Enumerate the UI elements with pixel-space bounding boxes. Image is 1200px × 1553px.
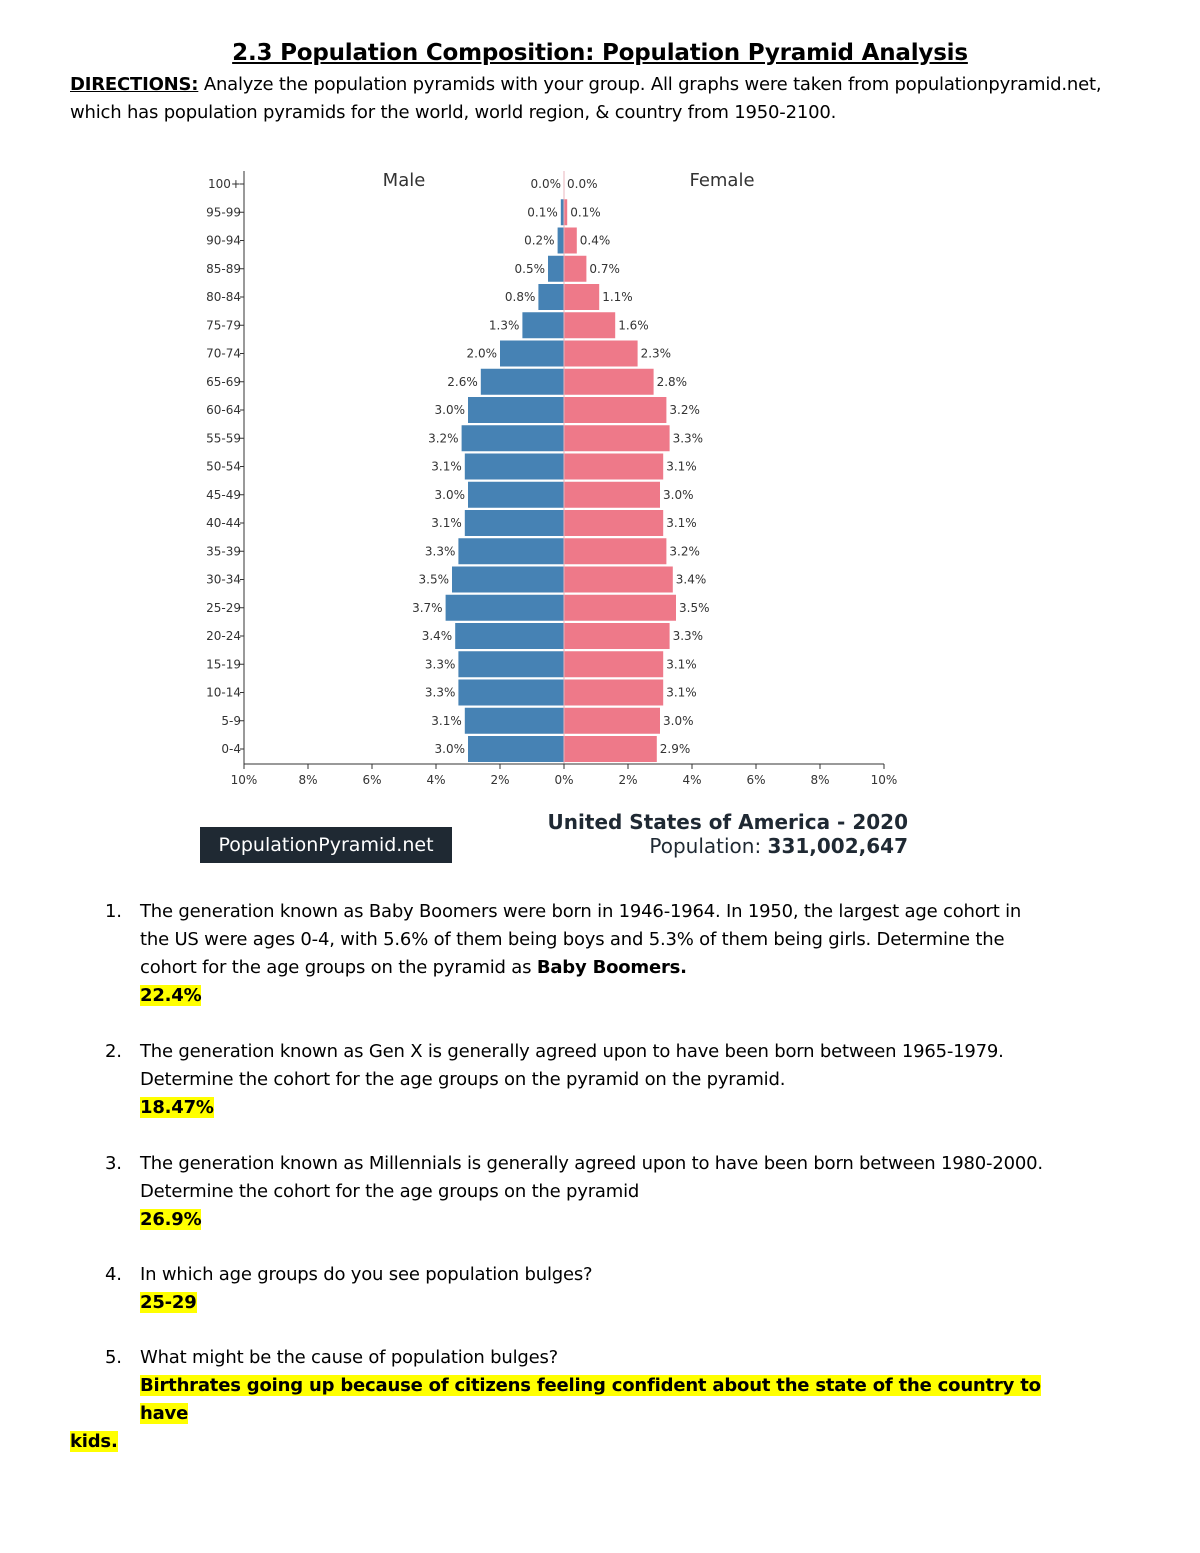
female-bar [564, 228, 577, 254]
male-bar [468, 397, 564, 423]
age-group-label: 90-94 [206, 233, 241, 248]
male-value-label: 2.6% [447, 374, 478, 389]
age-group-label: 25-29 [206, 600, 241, 615]
male-bar [455, 623, 564, 649]
population-value: 331,002,647 [767, 834, 908, 858]
male-value-label: 3.1% [431, 713, 462, 728]
female-bar [564, 510, 663, 536]
question-number: 1. [105, 901, 122, 922]
age-group-label: 100+ [208, 177, 241, 191]
female-value-label: 3.2% [669, 403, 700, 417]
populationpyramid-logo: PopulationPyramid.net [200, 827, 452, 863]
x-tick-label: 0% [554, 773, 574, 787]
male-value-label: 0.1% [527, 205, 558, 220]
population-total [649, 834, 908, 858]
female-header: Female [689, 170, 755, 191]
x-tick-label: 2% [490, 773, 510, 787]
male-bar [465, 510, 564, 536]
answer-5-line-2: kids. [70, 1431, 118, 1452]
male-bar [468, 482, 564, 508]
male-value-label: 0.0% [530, 177, 561, 191]
male-bar [558, 228, 564, 254]
male-bar [452, 567, 564, 593]
female-value-label: 3.5% [679, 600, 710, 615]
question-text [140, 898, 1055, 982]
female-value-label: 3.0% [663, 713, 694, 728]
female-bar [564, 454, 663, 480]
directions-text: Analyze the population pyramids with your group. All graphs were taken from populationpyramid.net, which has population pyramids for the world, world region, & country from 1950-2100. [70, 74, 1102, 123]
population-label: Population: [649, 834, 768, 858]
age-group-label: 20-24 [206, 629, 241, 643]
male-value-label: 3.2% [428, 431, 459, 446]
female-value-label: 3.4% [675, 572, 707, 587]
answer-3: 26.9% [140, 1209, 202, 1230]
answer-4: 25-29 [140, 1292, 197, 1313]
male-bar [538, 284, 564, 310]
x-tick-label: 4% [426, 773, 446, 787]
female-bar [564, 708, 660, 734]
female-value-label: 0.0% [567, 177, 598, 191]
female-bar [564, 256, 586, 282]
x-tick-label: 6% [362, 773, 382, 787]
male-value-label: 3.4% [421, 629, 453, 643]
male-value-label: 3.5% [418, 572, 449, 587]
female-value-label: 3.0% [663, 487, 694, 502]
question-text: What might be the cause of population bulges? [140, 1347, 558, 1368]
question-number: 4. [105, 1264, 122, 1285]
male-value-label: 2.0% [466, 346, 497, 361]
age-group-label: 80-84 [206, 290, 241, 304]
male-value-label: 1.3% [488, 318, 520, 333]
age-group-label: 15-19 [206, 657, 241, 672]
question-number: 5. [105, 1347, 122, 1368]
x-tick-label: 8% [810, 773, 830, 787]
female-value-label: 3.1% [666, 685, 697, 700]
male-bar [481, 369, 564, 395]
female-value-label: 3.1% [666, 657, 697, 672]
female-bar [564, 397, 666, 423]
question-text: The generation known as Millennials is generally agreed upon to have been born between 1980-2000. Determine the cohort for the age groups on the pyramid [140, 1153, 1043, 1202]
question-2 [105, 1038, 1055, 1122]
female-bar [564, 567, 673, 593]
female-bar [564, 425, 670, 451]
female-bar [564, 680, 663, 706]
x-tick-label: 10% [230, 773, 258, 787]
male-bar [548, 256, 564, 282]
female-value-label: 1.6% [618, 318, 649, 333]
female-bar [564, 482, 660, 508]
male-bar [458, 538, 564, 564]
male-bar [458, 651, 564, 677]
question-5 [105, 1344, 1055, 1372]
x-tick-label: 6% [746, 773, 766, 787]
male-value-label: 0.8% [504, 290, 536, 304]
question-number: 3. [105, 1153, 122, 1174]
x-tick-label: 2% [618, 773, 638, 787]
age-group-label: 75-79 [206, 318, 241, 333]
question-1-body: The generation known as Baby Boomers were born in 1946-1964. In 1950, the largest age cohort in the US were ages 0-4, with 5.6% of them being boys and 5.3% of them being girls. Determine the cohort for the age groups on the pyramid as [140, 901, 1022, 978]
male-value-label: 0.5% [514, 261, 545, 276]
age-group-label: 35-39 [206, 544, 241, 559]
male-value-label: 3.0% [434, 742, 465, 756]
female-value-label: 1.1% [602, 290, 633, 304]
age-group-label: 65-69 [206, 374, 241, 389]
x-tick-label: 10% [870, 773, 898, 787]
x-tick-label: 4% [682, 773, 702, 787]
female-bar [564, 369, 654, 395]
country-year-label: United States of America - 2020 [547, 810, 908, 834]
male-bar [500, 341, 564, 367]
male-bar [446, 595, 564, 621]
female-value-label: 3.3% [672, 431, 704, 446]
x-tick-label: 8% [298, 773, 318, 787]
female-bar [564, 623, 670, 649]
page-title: 2.3 Population Composition: Population Pyramid Analysis [232, 40, 968, 66]
female-bar [564, 595, 676, 621]
male-value-label: 3.3% [424, 544, 456, 559]
age-group-label: 55-59 [206, 431, 241, 446]
answer-5-line-1: Birthrates going up because of citizens feeling confident about the state of the country to have [140, 1375, 1041, 1424]
female-value-label: 3.2% [669, 544, 700, 559]
age-group-label: 95-99 [206, 205, 241, 220]
question-3 [105, 1150, 1055, 1234]
age-group-label: 5-9 [221, 713, 241, 728]
female-value-label: 0.7% [589, 261, 620, 276]
male-value-label: 3.3% [424, 657, 456, 672]
female-value-label: 3.1% [666, 516, 697, 530]
male-bar [522, 312, 564, 338]
male-value-label: 3.1% [431, 459, 462, 474]
male-value-label: 3.0% [434, 403, 465, 417]
male-bar [465, 454, 564, 480]
female-value-label: 0.4% [579, 233, 611, 248]
age-group-label: 10-14 [206, 685, 241, 700]
question-text: In which age groups do you see population bulges? [140, 1264, 593, 1285]
directions-label: DIRECTIONS: [70, 74, 199, 95]
question-4 [105, 1261, 1055, 1317]
female-value-label: 3.3% [672, 629, 704, 643]
male-value-label: 0.2% [524, 233, 555, 248]
male-value-label: 3.1% [431, 516, 462, 530]
male-bar [468, 736, 564, 762]
age-group-label: 45-49 [206, 487, 241, 502]
female-value-label: 2.3% [640, 346, 672, 361]
male-value-label: 3.3% [424, 685, 456, 700]
male-bar [458, 680, 564, 706]
female-bar [564, 284, 599, 310]
male-header: Male [382, 170, 426, 191]
age-group-label: 30-34 [206, 572, 241, 587]
answer-2: 18.47% [140, 1097, 214, 1118]
male-bar [462, 425, 564, 451]
female-bar [564, 651, 663, 677]
age-group-label: 50-54 [206, 459, 241, 474]
female-value-label: 3.1% [666, 459, 697, 474]
male-bar [465, 708, 564, 734]
age-group-label: 60-64 [206, 403, 241, 417]
answer-5 [70, 1372, 1070, 1456]
question-1-bold: Baby Boomers. [536, 957, 687, 978]
female-value-label: 2.8% [656, 374, 688, 389]
age-group-label: 85-89 [206, 261, 241, 276]
age-group-label: 70-74 [206, 346, 241, 361]
female-value-label: 2.9% [659, 742, 691, 756]
age-group-label: 40-44 [206, 516, 241, 530]
male-value-label: 3.0% [434, 487, 465, 502]
female-value-label: 0.1% [570, 205, 601, 220]
male-value-label: 3.7% [412, 600, 443, 615]
answer-1: 22.4% [140, 985, 202, 1006]
female-bar [564, 312, 615, 338]
question-number: 2. [105, 1041, 122, 1062]
question-text: The generation known as Gen X is generally agreed upon to have been born between 1965-1979. Determine the cohort for the age groups on the pyramid on the pyramid. [140, 1041, 1004, 1090]
female-bar [564, 736, 657, 762]
female-bar [564, 341, 638, 367]
female-bar [564, 538, 666, 564]
age-group-label: 0-4 [221, 742, 241, 756]
question-1 [105, 898, 1055, 1010]
